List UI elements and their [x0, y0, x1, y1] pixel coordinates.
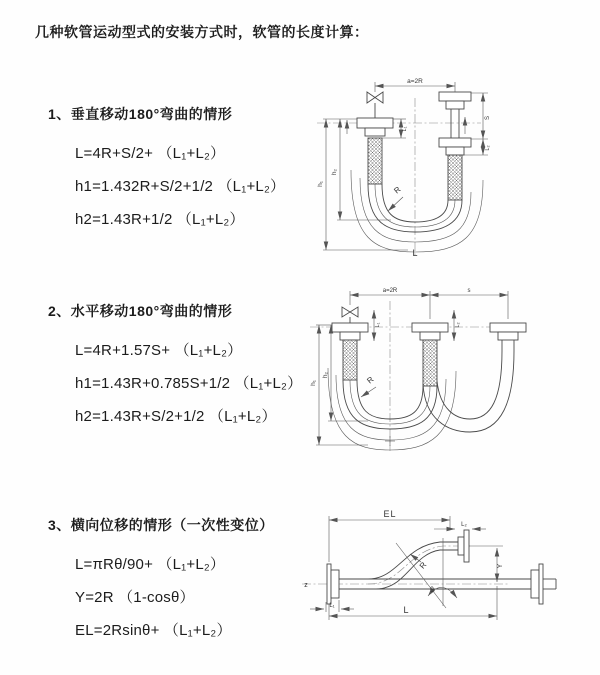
axis-label: z	[304, 582, 308, 589]
section-3-heading: 3、横向位移的情形（一次性变位）	[48, 517, 274, 533]
dim-label-l1: L₁	[329, 603, 335, 609]
valve-symbol	[342, 307, 358, 323]
dim-label-s: s	[467, 288, 471, 294]
reference-lines	[396, 538, 503, 608]
dim-label-h2: h₂	[331, 168, 338, 176]
formula-h1: h1=1.432R+S/2+1/2 （L₁+L₂）	[75, 178, 286, 195]
left-pipe-assembly	[357, 118, 393, 184]
valve-symbol	[367, 92, 383, 118]
diagram-lateral-displacement	[298, 508, 596, 650]
diagram-vertical-180	[313, 72, 548, 258]
section-2-formulas	[75, 334, 302, 433]
dim-label-el: EL	[383, 509, 397, 519]
dimension-l2	[434, 522, 486, 529]
dim-label-l1: L₁	[375, 322, 381, 328]
left-pipe-assembly	[332, 323, 368, 380]
diagram-lateral-displacement-svg	[298, 508, 596, 650]
right-flange	[531, 564, 556, 604]
length-label: L	[403, 605, 409, 615]
radius-leader	[410, 554, 429, 570]
formula-h2: h2=1.43R+1/2 （L₁+L₂）	[75, 211, 245, 228]
dimension-l1	[310, 600, 354, 612]
dim-label-h1: h₁	[317, 181, 324, 187]
dimension-el	[329, 509, 450, 562]
section-3	[48, 515, 274, 647]
radius-label: R	[392, 184, 403, 196]
formula-L: L=πRθ/90+ （L₁+L₂）	[75, 556, 226, 573]
left-flange	[327, 564, 339, 604]
dimension-l2	[454, 310, 461, 341]
diagram-vertical-180-svg	[313, 72, 548, 258]
section-1	[48, 104, 285, 236]
formula-L: L=4R+S/2+ （L₁+L₂）	[75, 145, 226, 162]
radius-label: R	[417, 560, 429, 571]
dim-label-l1: L₁	[402, 126, 408, 132]
right-pipe-assembly	[439, 92, 471, 200]
diagram-horizontal-180-svg	[308, 283, 593, 455]
length-label: L	[412, 248, 418, 258]
formula-h2: h2=1.43R+S/2+1/2 （L₁+L₂）	[75, 408, 277, 425]
theta-label: θ	[430, 587, 434, 594]
section-1-heading: 1、垂直移动180°弯曲的情形	[48, 106, 233, 122]
radius-leader	[388, 185, 403, 211]
section-1-formulas	[75, 137, 285, 236]
dim-label-l2: L₂	[455, 322, 461, 328]
dim-label-y: Y	[497, 563, 504, 569]
dim-label-a2r: a=2R	[407, 78, 423, 85]
section-2-heading: 2、水平移动180°弯曲的情形	[48, 303, 233, 319]
formula-Y: Y=2R （1-cosθ）	[75, 589, 195, 606]
dim-label-l2: L₂	[461, 522, 467, 528]
dimension-l1	[374, 310, 381, 341]
section-2	[48, 301, 302, 433]
dimension-s	[471, 93, 491, 139]
right-pipe-assembly	[490, 323, 526, 351]
formula-EL: EL=2Rsinθ+ （L₁+L₂）	[75, 622, 232, 639]
diagram-horizontal-180	[308, 283, 593, 455]
dimension-s	[430, 288, 508, 319]
dim-label-l2: L₂	[485, 145, 491, 151]
radius-leader	[361, 375, 376, 397]
middle-pipe-assembly	[412, 323, 448, 386]
dim-label-a2r: a=2R	[382, 288, 398, 294]
upper-flange	[458, 530, 469, 562]
radius-label: R	[365, 374, 376, 386]
dim-label-h1: h₁	[310, 380, 317, 386]
dimension-a2r	[375, 78, 455, 92]
formula-h1: h1=1.43R+0.785S+1/2 （L₁+L₂）	[75, 375, 303, 392]
dim-label-s: S	[485, 115, 491, 121]
dimension-y	[497, 548, 504, 582]
dim-label-h2: h₂	[322, 371, 329, 379]
section-3-formulas	[75, 548, 274, 647]
bottom-tick	[385, 436, 395, 446]
formula-L: L=4R+1.57S+ （L₁+L₂）	[75, 342, 243, 359]
page-title: 几种软管运动型式的安装方式时，软管的长度计算：	[35, 24, 369, 40]
dimension-l	[329, 586, 497, 620]
